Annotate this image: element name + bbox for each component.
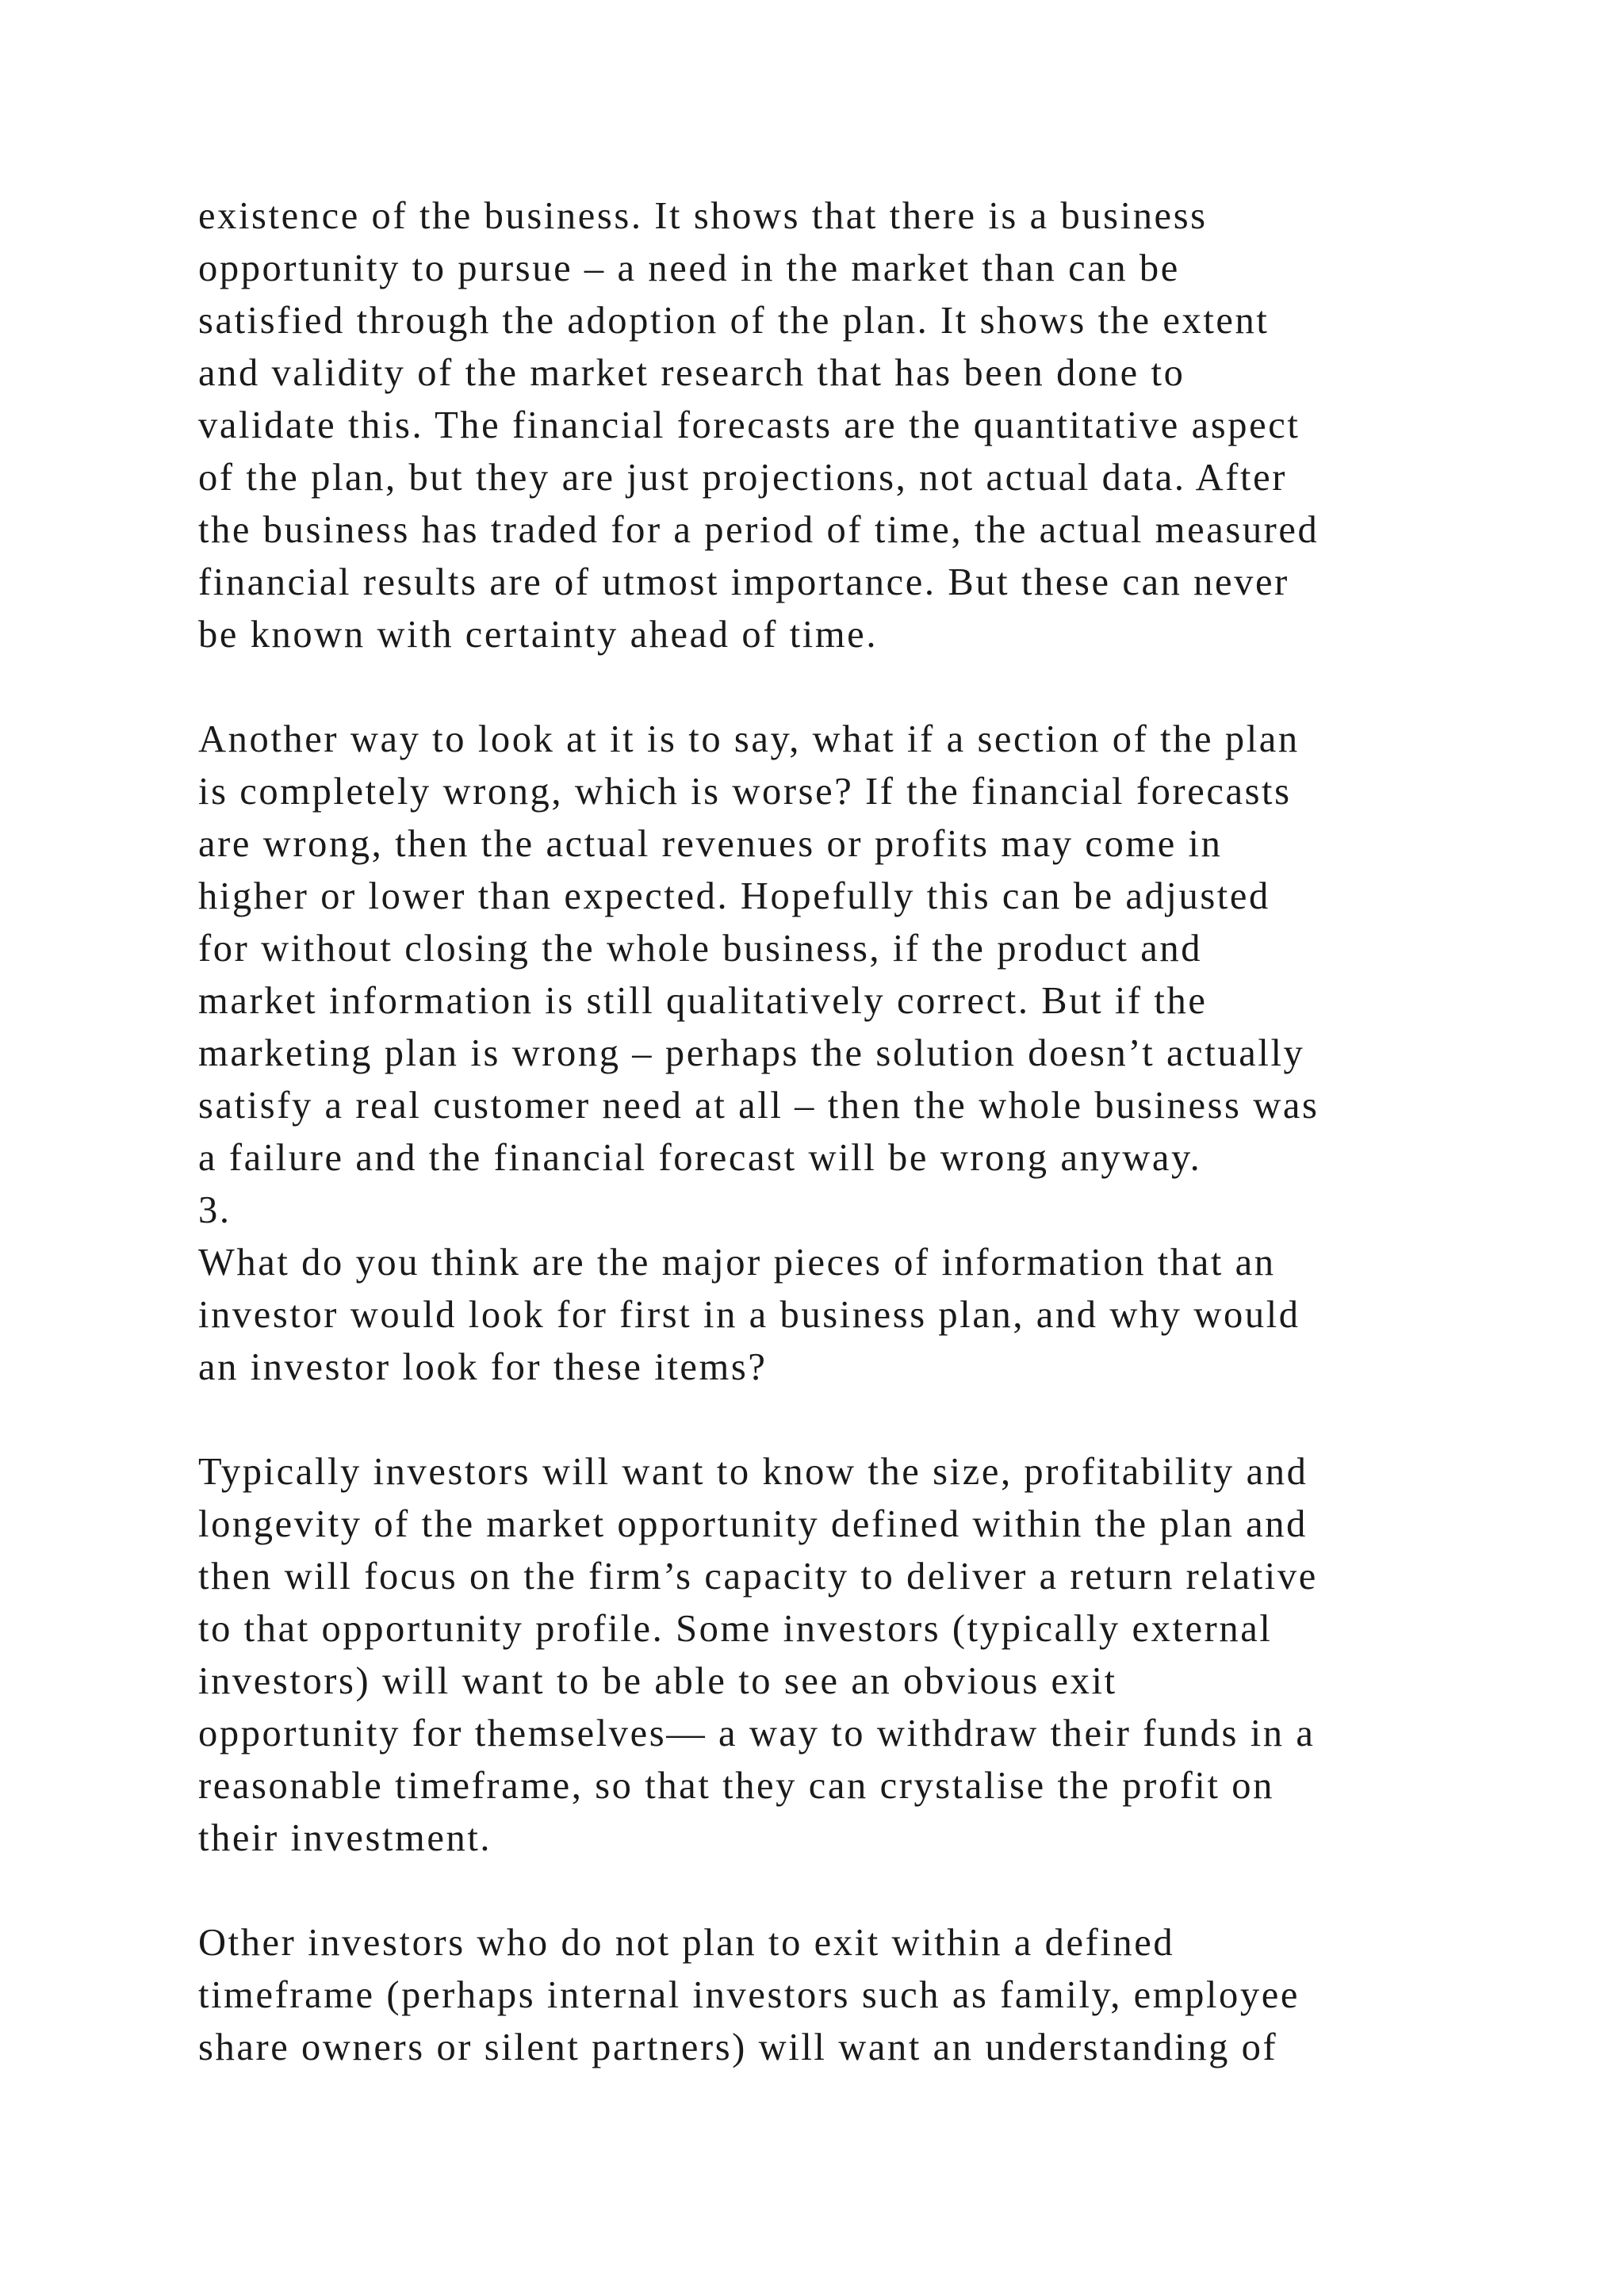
text-line: reasonable timeframe, so that they can crystalise the profit on [198,1765,1274,1807]
text-line: opportunity to pursue – a need in the market than can be [198,247,1180,289]
text-line: validate this. The financial forecasts are the quantitative aspect [198,404,1300,446]
paragraph-spacer [198,661,1507,714]
paragraph [198,1917,1507,2074]
text-line: and validity of the market research that has been done to [198,352,1185,394]
text-line: What do you think are the major pieces of information that an [198,1242,1276,1284]
text-line: an investor look for these items? [198,1346,768,1388]
text-line: satisfied through the adoption of the plan. It shows the extent [198,300,1270,342]
text-line: investors) will want to be able to see an obvious exit [198,1660,1117,1702]
text-line: of the plan, but they are just projections, not actual data. After [198,457,1287,499]
text-line: opportunity for themselves— a way to withdraw their funds in a [198,1712,1316,1755]
question [198,1237,1507,1394]
paragraph-spacer [198,1865,1507,1917]
text-line: financial results are of utmost importance. But these can never [198,561,1289,603]
text-line: Other investors who do not plan to exit within a defined [198,1922,1175,1964]
text-line: are wrong, then the actual revenues or profits may come in [198,823,1223,865]
question-number: 3. [198,1189,232,1231]
text-line: satisfy a real customer need at all – then the whole business was [198,1085,1320,1127]
text-line: to that opportunity profile. Some investors (typically external [198,1608,1273,1650]
text-line: the business has traded for a period of time, the actual measured [198,509,1320,551]
text-line: timeframe (perhaps internal investors such as family, employee [198,1974,1300,2016]
text-line: Typically investors will want to know the size, profitability and [198,1451,1308,1493]
text-line: higher or lower than expected. Hopefully this can be adjusted [198,875,1270,917]
text-line: marketing plan is wrong – perhaps the solution doesn’t actually [198,1032,1305,1074]
text-line: investor would look for first in a business plan, and why would [198,1294,1300,1336]
text-line: is completely wrong, which is worse? If the financial forecasts [198,771,1292,813]
text-line: be known with certainty ahead of time. [198,614,879,656]
paragraph-spacer [198,1394,1507,1446]
text-line: their investment. [198,1817,492,1859]
paragraph [198,1446,1507,1865]
paragraph [198,190,1507,661]
text-line: Another way to look at it is to say, what if a section of the plan [198,718,1300,760]
text-line: then will focus on the firm’s capacity to deliver a return relative [198,1556,1318,1598]
paragraph [198,714,1507,1184]
text-line: market information is still qualitatively correct. But if the [198,980,1208,1022]
document-body [198,190,1507,2074]
text-line: longevity of the market opportunity defined within the plan and [198,1503,1308,1545]
text-line: share owners or silent partners) will want an understanding of [198,2026,1278,2068]
text-line: for without closing the whole business, if the product and [198,928,1203,970]
text-line: a failure and the financial forecast will be wrong anyway. [198,1137,1202,1179]
text-line: existence of the business. It shows that there is a business [198,195,1208,237]
